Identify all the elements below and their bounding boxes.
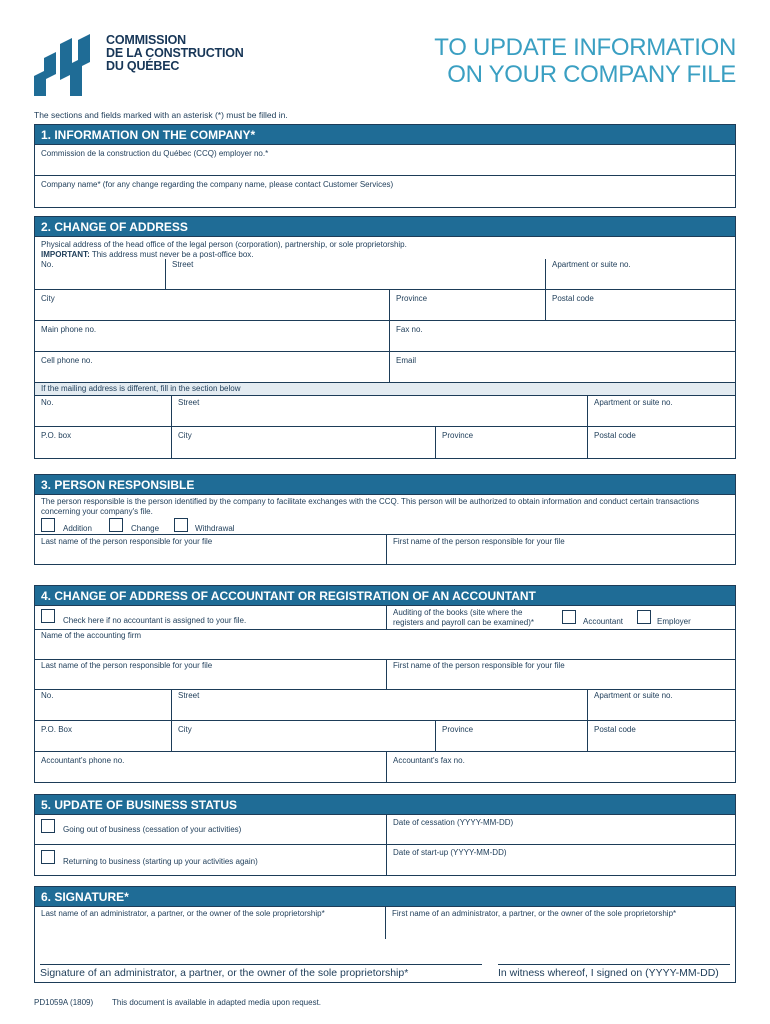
section-3-title: 3. PERSON RESPONSIBLE	[35, 475, 735, 495]
section-business-status	[34, 794, 736, 876]
person-last-name-label: Last name of the person responsible for your file	[41, 537, 213, 546]
section-1-title: 1. INFORMATION ON THE COMPANY*	[35, 125, 735, 145]
employer-no-field[interactable]	[35, 145, 735, 176]
title-line-1: TO UPDATE INFORMATION	[434, 34, 736, 61]
accountant-phone-row	[35, 752, 735, 782]
org-name-line-2: DE LA CONSTRUCTION	[106, 46, 244, 60]
address-row-2	[35, 290, 735, 321]
withdrawal-label: Withdrawal	[195, 524, 235, 533]
auditing-label-line-2: registers and payroll can be examined)*	[393, 618, 534, 627]
accountant-province-field[interactable]	[435, 721, 587, 751]
mailing-po-box-field[interactable]	[35, 427, 171, 458]
person-first-name-field[interactable]	[386, 535, 735, 564]
province-field[interactable]	[389, 290, 545, 320]
addition-checkbox[interactable]	[41, 518, 55, 532]
address-row-4	[35, 352, 735, 383]
auditing-accountant-label: Accountant	[583, 617, 624, 626]
accounting-firm-field[interactable]	[35, 630, 735, 660]
accountant-po-box-field[interactable]	[35, 721, 171, 751]
no-accountant-option	[35, 606, 386, 629]
accountant-city-label: City	[178, 725, 192, 734]
cessation-date-field[interactable]	[386, 815, 735, 844]
mailing-row-1	[35, 396, 735, 427]
going-out-checkbox[interactable]	[41, 819, 55, 833]
signer-last-name-field[interactable]	[35, 907, 385, 939]
no-accountant-label: Check here if no accountant is assigned to your file.	[63, 616, 247, 625]
email-label: Email	[396, 356, 417, 365]
important-label: IMPORTANT:	[41, 250, 90, 259]
cell-phone-field[interactable]	[35, 352, 389, 382]
signer-first-name-label: First name of an administrator, a partner, or the owner of the sole proprietorship*	[392, 909, 677, 918]
address-row-3	[35, 321, 735, 352]
going-out-label: Going out of business (cessation of your activities)	[63, 825, 242, 834]
accessibility-note: This document is available in adapted media upon request.	[112, 998, 322, 1007]
going-out-row	[35, 815, 735, 845]
startup-date-field[interactable]	[386, 845, 735, 875]
returning-option	[35, 845, 386, 875]
company-name-label: Company name* (for any change regarding the company name, please contact Customer Services)	[41, 180, 394, 189]
accountant-no-field[interactable]	[35, 690, 171, 720]
city-field[interactable]	[35, 290, 389, 320]
postal-code-field[interactable]	[545, 290, 735, 320]
signature-date-label: In witness whereof, I signed on (YYYY-MM-DD)	[498, 967, 719, 979]
accountant-apartment-label: Apartment or suite no.	[594, 691, 673, 700]
accountant-apartment-field[interactable]	[587, 690, 735, 720]
auditing-employer-checkbox[interactable]	[637, 610, 651, 624]
mailing-province-label: Province	[442, 431, 474, 440]
person-name-row	[35, 534, 735, 564]
street-label: Street	[172, 260, 194, 269]
auditing-option	[386, 606, 735, 629]
accountant-phone-field[interactable]	[35, 752, 386, 782]
mailing-apartment-field[interactable]	[587, 396, 735, 426]
employer-no-label: Commission de la construction du Québec (CCQ) employer no.*	[41, 149, 269, 158]
accountant-name-row	[35, 660, 735, 690]
mailing-city-label: City	[178, 431, 192, 440]
mailing-no-label: No.	[41, 398, 54, 407]
accountant-street-field[interactable]	[171, 690, 587, 720]
document-title	[434, 34, 736, 88]
change-checkbox[interactable]	[109, 518, 123, 532]
mailing-row-2	[35, 427, 735, 458]
no-accountant-checkbox[interactable]	[41, 609, 55, 623]
po-box-label: P.O. box	[41, 431, 72, 440]
change-label: Change	[131, 524, 160, 533]
section-4-title: 4. CHANGE OF ADDRESS OF ACCOUNTANT OR REGISTRATION OF AN ACCOUNTANT	[35, 586, 735, 606]
apartment-field[interactable]	[545, 259, 735, 289]
person-first-name-label: First name of the person responsible for your file	[393, 537, 565, 546]
section-change-of-address	[34, 216, 736, 459]
accountant-city-field[interactable]	[171, 721, 435, 751]
ccq-logo-mark-icon	[34, 34, 92, 96]
intro-instructions: The sections and fields marked with an asterisk (*) must be filled in.	[34, 110, 288, 120]
org-name-line-3: DU QUÉBEC	[106, 59, 180, 73]
section-company-info	[34, 124, 736, 208]
company-name-field[interactable]	[35, 176, 735, 207]
accountant-street-label: Street	[178, 691, 200, 700]
accountant-no-label: No.	[41, 691, 54, 700]
mailing-apartment-label: Apartment or suite no.	[594, 398, 673, 407]
address-note	[35, 237, 735, 259]
street-field[interactable]	[165, 259, 545, 289]
accountant-first-name-label: First name of the person responsible for your file	[393, 661, 565, 670]
accountant-fax-field[interactable]	[386, 752, 735, 782]
returning-label: Returning to business (starting up your activities again)	[63, 857, 258, 866]
returning-row	[35, 845, 735, 875]
accountant-fax-label: Accountant's fax no.	[393, 756, 465, 765]
province-label: Province	[396, 294, 428, 303]
auditing-label-line-1: Auditing of the books (site where the	[393, 608, 523, 617]
mailing-street-field[interactable]	[171, 396, 587, 426]
startup-date-label: Date of start-up (YYYY-MM-DD)	[393, 848, 507, 857]
postal-code-label: Postal code	[552, 294, 594, 303]
mailing-note-text: If the mailing address is different, fill in the section below	[41, 384, 241, 393]
auditing-employer-label: Employer	[657, 617, 691, 626]
cessation-date-label: Date of cessation (YYYY-MM-DD)	[393, 818, 514, 827]
section-6-title: 6. SIGNATURE*	[35, 887, 735, 907]
person-responsible-options	[35, 517, 735, 534]
section-5-title: 5. UPDATE OF BUSINESS STATUS	[35, 795, 735, 815]
accountant-first-name-field[interactable]	[386, 660, 735, 689]
signer-first-name-field[interactable]	[385, 907, 735, 939]
accounting-firm-label: Name of the accounting firm	[41, 631, 142, 640]
mailing-no-field[interactable]	[35, 396, 171, 426]
signer-name-row	[35, 907, 735, 939]
email-field[interactable]	[389, 352, 735, 382]
signature-date-line[interactable]	[498, 964, 730, 965]
mailing-province-field[interactable]	[435, 427, 587, 458]
person-last-name-field[interactable]	[35, 535, 386, 564]
accountant-province-label: Province	[442, 725, 474, 734]
mailing-address-note	[35, 383, 735, 396]
address-row-1	[35, 259, 735, 290]
going-out-option	[35, 815, 386, 844]
signer-last-name-label: Last name of an administrator, a partner, or the owner of the sole proprietorship*	[41, 909, 325, 918]
mailing-city-field[interactable]	[171, 427, 435, 458]
fax-label: Fax no.	[396, 325, 423, 334]
addition-label: Addition	[63, 524, 92, 533]
org-name-line-1: COMMISSION	[106, 33, 186, 47]
fax-field[interactable]	[389, 321, 735, 351]
returning-checkbox[interactable]	[41, 850, 55, 864]
signature-label: Signature of an administrator, a partner, or the owner of the sole proprietorship*	[40, 967, 409, 979]
cell-phone-label: Cell phone no.	[41, 356, 93, 365]
accountant-last-name-label: Last name of the person responsible for your file	[41, 661, 213, 670]
important-text: This address must never be a post-office box.	[89, 250, 254, 259]
auditing-accountant-checkbox[interactable]	[562, 610, 576, 624]
accountant-address-row-2	[35, 721, 735, 752]
mailing-postal-code-field[interactable]	[587, 427, 735, 458]
withdrawal-checkbox[interactable]	[174, 518, 188, 532]
mailing-street-label: Street	[178, 398, 200, 407]
no-label: No.	[41, 260, 54, 269]
accountant-address-row-1	[35, 690, 735, 721]
main-phone-field[interactable]	[35, 321, 389, 351]
title-line-2: ON YOUR COMPANY FILE	[447, 61, 736, 88]
signature-line[interactable]	[40, 964, 482, 965]
address-no-field[interactable]	[35, 259, 165, 289]
person-responsible-note: The person responsible is the person identified by the company to facilitate exchanges with the CCQ. This person will be authorized to obtain information and conduct certain transactions concerning your company's file.	[41, 497, 699, 516]
accountant-last-name-field[interactable]	[35, 660, 386, 689]
auditing-label	[393, 608, 534, 628]
section-accountant	[34, 585, 736, 783]
section-person-responsible	[34, 474, 736, 565]
accountant-postal-code-field[interactable]	[587, 721, 735, 751]
main-phone-label: Main phone no.	[41, 325, 97, 334]
accountant-po-box-label: P.O. Box	[41, 725, 72, 734]
form-code: PD1059A (1809)	[34, 998, 94, 1007]
ccq-logo	[34, 33, 244, 96]
accountant-phone-label: Accountant's phone no.	[41, 756, 125, 765]
accountant-postal-code-label: Postal code	[594, 725, 636, 734]
organization-name	[106, 34, 244, 73]
section-2-title: 2. CHANGE OF ADDRESS	[35, 217, 735, 237]
apartment-label: Apartment or suite no.	[552, 260, 631, 269]
address-note-line-1: Physical address of the head office of the legal person (corporation), partnership, or sole proprietorship.	[41, 240, 407, 249]
mailing-postal-code-label: Postal code	[594, 431, 636, 440]
accountant-options-row	[35, 606, 735, 630]
city-label: City	[41, 294, 55, 303]
